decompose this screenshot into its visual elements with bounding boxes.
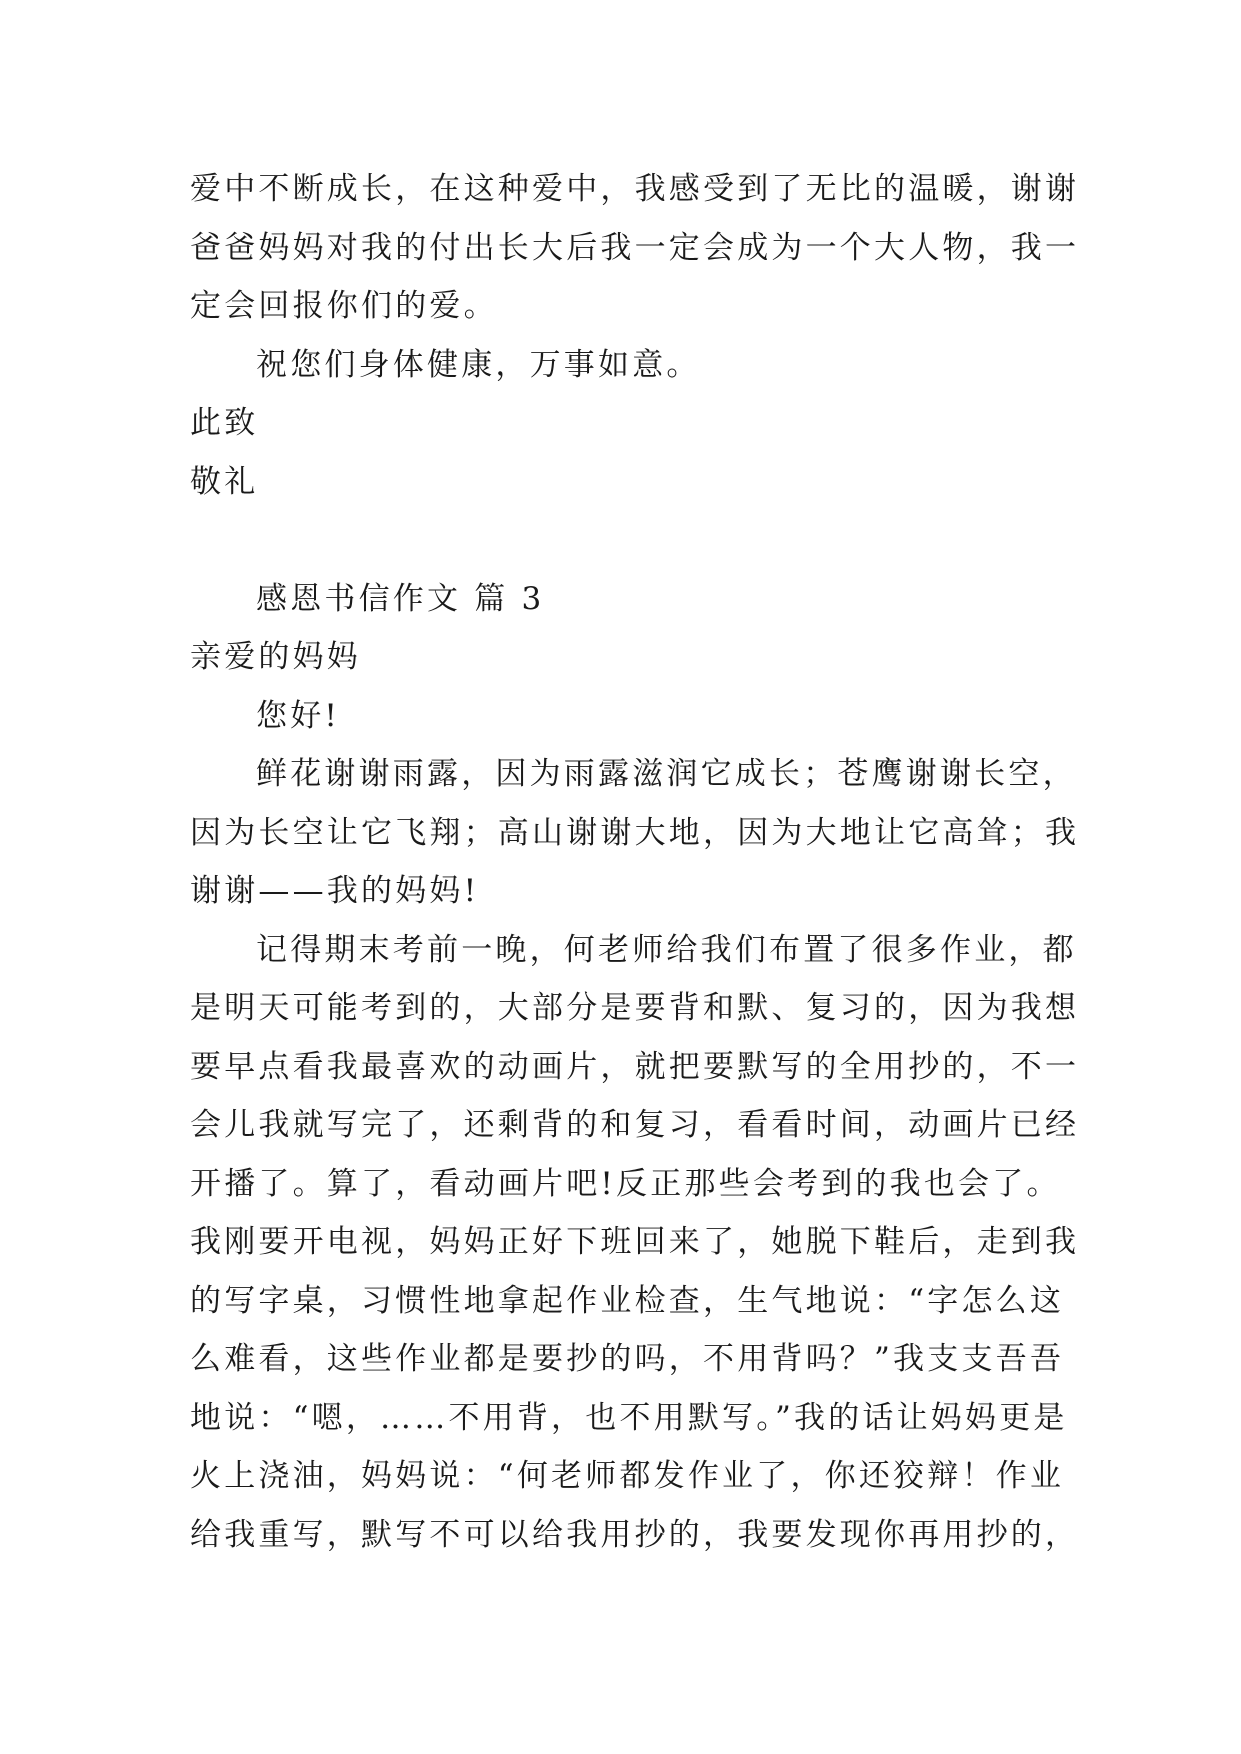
text-line: 谢谢——我的妈妈!	[190, 873, 480, 909]
blank-gap	[190, 511, 1060, 570]
text-line: 爱中不断成长，在这种爱中，我感受到了无比的温暖，谢谢	[190, 171, 1080, 207]
text-line: 我刚要开电视，妈妈正好下班回来了，她脱下鞋后，走到我	[190, 1224, 1080, 1260]
letter-recipient: 亲爱的妈妈	[190, 639, 361, 675]
text-line: 爸爸妈妈对我的付出长大后我一定会成为一个大人物，我一	[190, 229, 1080, 266]
document-page	[190, 160, 1080, 1564]
text-line: 鲜花谢谢雨露，因为雨露滋润它成长；苍鹰谢谢长空，	[256, 756, 1077, 792]
text-line: 的写字桌，习惯性地拿起作业检查，生气地说：“字怎么这	[190, 1282, 1065, 1319]
text-line: 开播了。算了，看动画片吧!反正那些会考到的我也会了。	[190, 1165, 1061, 1202]
text-line: 是明天可能考到的，大部分是要背和默、复习的，因为我想	[190, 990, 1080, 1026]
text-line: 要早点看我最喜欢的动画片，就把要默写的全用抄的，不一	[190, 1048, 1080, 1085]
closing-wish: 祝您们身体健康，万事如意。	[256, 346, 701, 383]
text-line: 定会回报你们的爱。	[190, 288, 498, 324]
text-line: 会儿我就写完了，还剩背的和复习，看看时间，动画片已经	[190, 1107, 1080, 1143]
text-line: 给我重写，默写不可以给我用抄的，我要发现你再用抄的，	[190, 1516, 1080, 1553]
text-line: 记得期末考前一晚，何老师给我们布置了很多作业，都	[256, 931, 1077, 968]
text-line: 因为长空让它飞翔；高山谢谢大地，因为大地让它高耸；我	[190, 814, 1080, 851]
text-line: 么难看，这些作业都是要抄的吗，不用背吗？”我支支吾吾	[190, 1341, 1065, 1377]
text-line: 地说：“嗯，……不用背，也不用默写。”我的话让妈妈更是	[190, 1399, 1068, 1436]
salutation-jingli: 敬礼	[190, 463, 259, 500]
section-heading: 感恩书信作文 篇 3	[256, 580, 545, 617]
text-line: 火上浇油，妈妈说：“何老师都发作业了，你还狡辩！作业	[190, 1458, 1065, 1494]
salutation-cizhi: 此致	[190, 405, 259, 441]
letter-greeting: 您好!	[256, 697, 341, 734]
